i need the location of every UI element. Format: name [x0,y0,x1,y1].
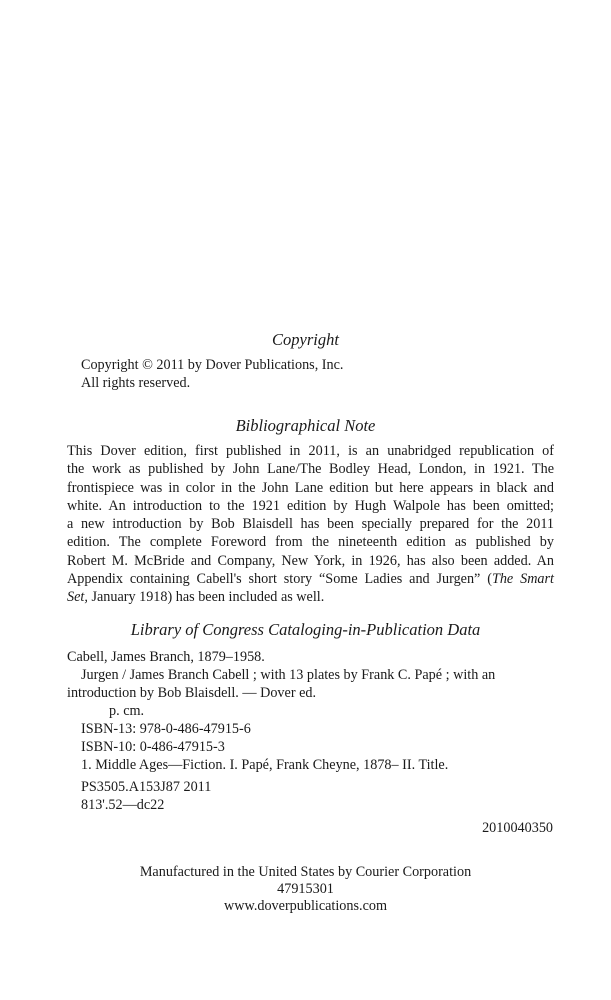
cip-heading: Library of Congress Cataloging-in-Publication Data [130,620,481,639]
note-line [67,570,554,588]
note-line: This Dover edition, first published in 2011, is an unabridged republication of [67,443,554,459]
cip-subjects: 1. Middle Ages—Fiction. I. Papé, Frank Cheyne, 1878– II. Title. [81,757,449,773]
cip-isbn13: ISBN-13: 978-0-486-47915-6 [81,721,251,737]
copyright-heading: Copyright [272,330,339,349]
cip-lccn: 2010040350 [482,820,553,836]
note-line: the work as published by John Lane/The Bodley Head, London, in 1921. The [67,461,554,478]
bibliographical-note-heading: Bibliographical Note [235,416,376,435]
cip-title-line: Jurgen / James Branch Cabell ; with 13 plates by Frank C. Papé ; with an [81,667,496,683]
bibliographical-note-text [67,442,554,607]
note-line: frontispiece was in color in the John Lane edition but here appears in black and [67,479,554,496]
cip-pages: p. cm. [109,703,145,719]
cip-title-line: introduction by Bob Blaisdell. — Dover ed. [67,685,317,701]
rights-line: All rights reserved. [81,375,191,391]
note-line-text: January 1918) has been included as well. [87,589,325,606]
note-line: a new introduction by Bob Blaisdell has been specially prepared for the 2011 [67,516,554,533]
note-line: white. An introduction to the 1921 edition by Hugh Walpole has been omitted; [67,497,554,514]
journal-title-part-2: Set, [67,589,88,606]
cip-dewey: 813'.52—dc22 [81,797,165,813]
cip-lc-class: PS3505.A153J87 2011 [81,779,212,795]
publisher-website: www.doverpublications.com [224,898,387,914]
note-line-text: Appendix containing Cabell's short story “Some Ladies and Jurgen” ( [67,571,492,588]
cip-author: Cabell, James Branch, 1879–1958. [67,649,265,665]
note-line: edition. The complete Foreword from the nineteenth edition as published by [67,534,554,551]
copyright-line: Copyright © 2011 by Dover Publications, Inc. [81,357,344,373]
print-number: 47915301 [277,881,334,897]
manufacturer-line: Manufactured in the United States by Courier Corporation [139,864,472,880]
cip-isbn10: ISBN-10: 0-486-47915-3 [81,739,225,755]
journal-title-part-1: The Smart [491,571,554,588]
note-line [67,588,554,606]
note-line: Robert M. McBride and Company, New York, in 1926, has also been added. An [67,552,554,569]
